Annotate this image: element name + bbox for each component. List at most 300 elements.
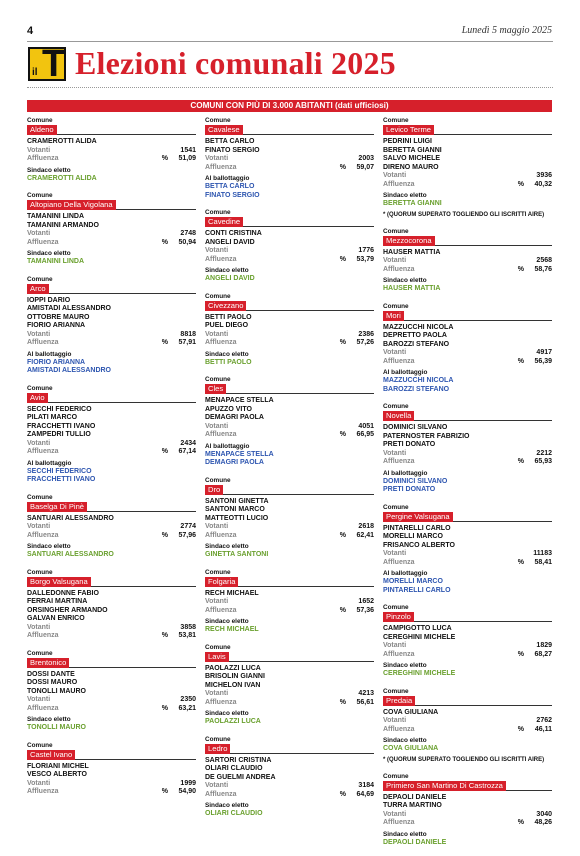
ballottaggio-label: Al ballottaggio <box>383 369 428 376</box>
votanti-label: Votanti <box>205 247 229 254</box>
votanti-row <box>383 172 552 181</box>
sindaco-eletto-label: Sindaco eletto <box>383 662 427 669</box>
ballottaggio-label: Al ballottaggio <box>27 459 72 467</box>
affluenza-label: Affluenza <box>27 238 59 246</box>
comune-label: Comune <box>383 604 409 611</box>
comune-label: Comune <box>27 275 53 283</box>
results-column-1 <box>27 117 196 806</box>
municipality-block <box>383 688 552 764</box>
candidate-name: PUEL DIEGO <box>205 322 249 329</box>
runoff-candidate: DOMINICI SILVANO <box>383 477 448 485</box>
elected-mayor: TONOLLI MAURO <box>27 724 86 731</box>
municipality-block <box>27 385 196 485</box>
candidate-name: SECCHI FEDERICO <box>27 405 92 413</box>
votanti-value: 8818 <box>180 330 196 338</box>
affluenza-label: Affluenza <box>205 339 237 346</box>
candidate-name: BAROZZI STEFANO <box>383 340 450 348</box>
affluenza-value: 57,96 <box>178 531 196 539</box>
affluenza-row <box>383 651 552 660</box>
votanti-row <box>27 230 196 239</box>
votanti-label: Votanti <box>383 349 407 356</box>
affluenza-row <box>383 266 552 275</box>
percent-sign: % <box>517 265 524 273</box>
municipality-header <box>27 393 196 403</box>
affluenza-row <box>205 532 374 541</box>
votanti-row <box>205 523 374 532</box>
affluenza-row <box>383 458 552 467</box>
sindaco-eletto-label: Sindaco eletto <box>205 350 249 358</box>
candidate-name: FRISANCO ALBERTO <box>383 541 455 549</box>
votanti-label: Votanti <box>383 449 407 457</box>
candidate-name: CEREGHINI MICHELE <box>383 633 456 641</box>
votanti-value: 1829 <box>536 642 552 649</box>
votanti-row <box>27 440 196 449</box>
affluenza-row <box>205 164 374 173</box>
votanti-label: Votanti <box>27 696 51 703</box>
sindaco-eletto-label: Sindaco eletto <box>383 737 427 744</box>
affluenza-label: Affluenza <box>205 431 237 438</box>
municipality-header <box>27 200 196 210</box>
municipality-header <box>383 612 552 622</box>
votanti-value: 2762 <box>536 717 552 724</box>
municipality-block <box>27 117 196 183</box>
votanti-row <box>27 147 196 156</box>
municipality-name: Borgo Valsugana <box>27 577 91 587</box>
runoff-candidate: SECCHI FEDERICO <box>27 467 92 475</box>
elected-mayor: BERETTA GIANNI <box>383 200 442 207</box>
affluenza-label: Affluenza <box>383 458 415 465</box>
sindaco-eletto-label: Sindaco eletto <box>27 166 71 174</box>
votanti-value: 3184 <box>358 782 374 789</box>
percent-sign: % <box>517 357 524 365</box>
elected-mayor: TAMANINI LINDA <box>27 258 85 265</box>
municipality-name: Predaia <box>383 696 415 706</box>
municipality-name: Novella <box>383 411 414 421</box>
candidate-name: AMISTADI ALESSANDRO <box>27 305 111 312</box>
affluenza-value: 54,90 <box>178 788 196 795</box>
municipality-header <box>27 125 196 135</box>
comune-label: Comune <box>205 568 231 576</box>
affluenza-value: 50,94 <box>178 238 196 246</box>
votanti-value: 2003 <box>358 155 374 162</box>
municipality-name: Primiero San Martino Di Castrozza <box>383 781 506 791</box>
municipality-block <box>27 742 196 797</box>
municipality-block <box>383 228 552 294</box>
votanti-value: 2774 <box>180 523 196 530</box>
municipality-name: Mezzocorona <box>383 236 435 246</box>
affluenza-value: 48,26 <box>534 819 552 826</box>
page-date: Lunedì 5 maggio 2025 <box>461 25 552 36</box>
percent-sign: % <box>161 339 168 346</box>
affluenza-value: 51,09 <box>178 155 196 162</box>
sindaco-eletto-label: Sindaco eletto <box>205 710 249 717</box>
sindaco-eletto-label: Sindaco eletto <box>383 830 427 838</box>
votanti-row <box>205 690 374 699</box>
comune-label: Comune <box>27 568 53 576</box>
elected-mayor: DEPAOLI DANIELE <box>383 838 447 846</box>
votanti-label: Votanti <box>27 230 51 237</box>
municipality-header <box>383 781 552 791</box>
municipality-block <box>205 569 374 635</box>
municipality-block <box>27 494 196 560</box>
runoff-candidate: PRETI DONATO <box>383 486 436 493</box>
candidate-name: SARTORI CRISTINA <box>205 756 272 764</box>
candidate-name: MAZZUCCHI NICOLA <box>383 323 454 331</box>
comune-label: Comune <box>383 503 409 511</box>
affluenza-row <box>205 431 374 440</box>
municipality-name: Dro <box>205 485 223 495</box>
candidate-name: MATTEOTTI LUCIO <box>205 514 269 522</box>
percent-sign: % <box>161 632 168 639</box>
affluenza-label: Affluenza <box>205 255 237 263</box>
comune-label: Comune <box>383 117 409 124</box>
candidate-name: SANTONI GINETTA <box>205 497 269 505</box>
municipality-block <box>205 376 374 468</box>
runoff-candidate: PINTARELLI CARLO <box>383 586 451 594</box>
candidate-name: TAMANINI LINDA <box>27 213 85 220</box>
affluenza-label: Affluenza <box>27 339 59 346</box>
comune-label: Comune <box>27 741 53 749</box>
affluenza-row <box>383 559 552 568</box>
candidate-name: OTTOBRE MAURO <box>27 313 90 321</box>
comune-label: Comune <box>205 117 231 124</box>
votanti-label: Votanti <box>27 523 51 530</box>
percent-sign: % <box>339 790 346 798</box>
candidate-name: ORSINGHER ARMANDO <box>27 606 108 614</box>
affluenza-label: Affluenza <box>27 788 59 795</box>
affluenza-value: 53,79 <box>356 255 374 263</box>
municipality-header <box>383 311 552 321</box>
candidate-name: TAMANINI ARMANDO <box>27 221 99 229</box>
votanti-row <box>205 155 374 164</box>
runoff-candidate: BETTA CARLO <box>205 183 255 190</box>
affluenza-label: Affluenza <box>27 155 59 162</box>
votanti-value: 2434 <box>180 439 196 447</box>
affluenza-value: 40,32 <box>534 180 552 188</box>
affluenza-row <box>27 705 196 714</box>
affluenza-row <box>27 339 196 348</box>
elected-mayor: COVA GIULIANA <box>383 745 439 752</box>
municipality-name: Lavis <box>205 652 229 662</box>
municipality-name: Civezzano <box>205 301 246 311</box>
affluenza-value: 56,61 <box>356 698 374 706</box>
percent-sign: % <box>517 458 524 465</box>
runoff-candidate: MAZZUCCHI NICOLA <box>383 377 454 384</box>
affluenza-label: Affluenza <box>383 180 415 188</box>
affluenza-label: Affluenza <box>383 725 415 733</box>
affluenza-value: 65,93 <box>534 458 552 465</box>
municipality-name: Cavalese <box>205 125 243 135</box>
affluenza-value: 59,07 <box>356 163 374 171</box>
candidate-name: FLORIANI MICHEL <box>27 762 89 770</box>
votanti-row <box>383 349 552 358</box>
candidate-name: CRAMEROTTI ALIDA <box>27 138 97 145</box>
runoff-candidate: FINATO SERGIO <box>205 191 260 199</box>
votanti-value: 1541 <box>180 146 196 154</box>
votanti-value: 11183 <box>533 550 552 557</box>
affluenza-row <box>383 726 552 735</box>
affluenza-label: Affluenza <box>383 650 415 658</box>
affluenza-row <box>205 256 374 265</box>
candidate-name: DOSSI DANTE <box>27 670 75 678</box>
candidate-name: PEDRINI LUIGI <box>383 138 433 145</box>
candidate-name: ZAMPEDRI TULLIO <box>27 431 91 438</box>
quorum-note: * (QUORUM SUPERATO TOGLIENDO GLI ISCRITTI AIRE) <box>383 211 545 218</box>
percent-sign: % <box>161 448 168 455</box>
percent-sign: % <box>161 704 168 712</box>
ballottaggio-label: Al ballottaggio <box>205 442 250 450</box>
results-column-2 <box>205 117 374 828</box>
affluenza-label: Affluenza <box>383 265 415 273</box>
comune-label: Comune <box>383 302 409 310</box>
elected-mayor: PAOLAZZI LUCA <box>205 718 261 725</box>
votanti-value: 2212 <box>536 449 552 457</box>
affluenza-row <box>27 448 196 457</box>
votanti-value: 2568 <box>536 257 552 264</box>
municipality-block <box>27 192 196 267</box>
municipality-block <box>383 303 552 395</box>
candidate-name: BETTA CARLO <box>205 138 255 145</box>
percent-sign: % <box>161 788 168 795</box>
sindaco-eletto-label: Sindaco eletto <box>383 192 427 199</box>
votanti-label: Votanti <box>27 146 51 154</box>
affluenza-row <box>383 819 552 828</box>
header-rule <box>205 661 374 662</box>
affluenza-label: Affluenza <box>205 531 237 539</box>
votanti-label: Votanti <box>205 598 229 605</box>
votanti-row <box>383 550 552 559</box>
municipality-header <box>205 652 374 662</box>
votanti-label: Votanti <box>205 782 229 789</box>
candidate-name: SALVO MICHELE <box>383 155 441 162</box>
votanti-label: Votanti <box>27 439 51 447</box>
votanti-value: 4917 <box>536 349 552 356</box>
votanti-row <box>27 523 196 532</box>
affluenza-value: 64,69 <box>356 790 374 798</box>
comune-label: Comune <box>205 476 231 484</box>
votanti-row <box>27 624 196 633</box>
votanti-row <box>205 247 374 256</box>
affluenza-value: 57,91 <box>178 339 196 346</box>
candidate-name: CONTI CRISTINA <box>205 230 262 237</box>
header-rule <box>383 320 552 321</box>
ballottaggio-label: Al ballottaggio <box>205 175 250 182</box>
municipality-block <box>27 569 196 641</box>
municipality-name: Brentonico <box>27 658 69 668</box>
percent-sign: % <box>161 155 168 162</box>
votanti-value: 2748 <box>180 230 196 237</box>
candidate-name: GALVAN ENRICO <box>27 615 85 622</box>
votanti-row <box>205 598 374 607</box>
votanti-label: Votanti <box>383 717 407 724</box>
votanti-label: Votanti <box>205 422 229 430</box>
municipality-name: Ledro <box>205 744 230 754</box>
logo-t-text: T <box>42 43 66 85</box>
votanti-label: Votanti <box>27 779 51 787</box>
affluenza-value: 66,95 <box>356 431 374 438</box>
municipality-header <box>205 301 374 311</box>
header-rule <box>27 293 196 294</box>
elected-mayor: GINETTA SANTONI <box>205 551 269 558</box>
candidate-name: FERRAI MARTINA <box>27 598 88 605</box>
municipality-block <box>383 117 552 219</box>
affluenza-value: 58,41 <box>534 558 552 566</box>
votanti-row <box>27 780 196 789</box>
percent-sign: % <box>161 238 168 246</box>
votanti-label: Votanti <box>383 257 407 264</box>
municipality-name: Levico Terme <box>383 125 434 135</box>
affluenza-row <box>205 339 374 348</box>
municipality-name: Cles <box>205 384 226 394</box>
candidate-name: FRACCHETTI IVANO <box>27 422 96 430</box>
elected-mayor: ANGELI DAVID <box>205 275 255 282</box>
affluenza-label: Affluenza <box>27 704 59 712</box>
candidate-name: ANGELI DAVID <box>205 238 255 246</box>
affluenza-label: Affluenza <box>205 698 237 706</box>
elected-mayor: BETTI PAOLO <box>205 358 252 366</box>
affluenza-value: 46,11 <box>534 725 552 733</box>
municipality-header <box>205 384 374 394</box>
candidate-name: TURRA MARTINO <box>383 802 442 809</box>
votanti-row <box>383 450 552 459</box>
affluenza-label: Affluenza <box>27 448 59 455</box>
candidate-name: DIRENO MAURO <box>383 163 439 171</box>
municipality-header <box>27 658 196 668</box>
municipality-name: Pergine Valsugana <box>383 512 453 522</box>
affluenza-row <box>27 632 196 641</box>
votanti-value: 1999 <box>180 779 196 787</box>
municipality-block <box>383 604 552 679</box>
section-banner: COMUNI CON PIÙ DI 3.000 ABITANTI (dati ufficiosi) <box>27 100 552 112</box>
page-number: 4 <box>27 25 34 37</box>
affluenza-row <box>27 532 196 541</box>
candidate-name: MORELLI MARCO <box>383 533 443 540</box>
elected-mayor: RECH MICHAEL <box>205 626 259 633</box>
affluenza-row <box>205 607 374 616</box>
runoff-candidate: FRACCHETTI IVANO <box>27 476 96 483</box>
runoff-candidate: MENAPACE STELLA <box>205 450 274 458</box>
candidate-name: DALLEDONNE FABIO <box>27 589 99 597</box>
elected-mayor: CEREGHINI MICHELE <box>383 670 456 677</box>
sindaco-eletto-label: Sindaco eletto <box>383 277 427 284</box>
elected-mayor: HAUSER MATTIA <box>383 285 441 292</box>
affluenza-label: Affluenza <box>383 357 415 365</box>
affluenza-row <box>27 239 196 248</box>
municipality-block <box>205 644 374 727</box>
newspaper-logo <box>28 43 66 85</box>
municipality-header <box>27 502 196 512</box>
votanti-label: Votanti <box>205 330 229 338</box>
affluenza-label: Affluenza <box>27 632 59 639</box>
comune-label: Comune <box>205 376 231 383</box>
candidate-name: PINTARELLI CARLO <box>383 524 451 532</box>
votanti-label: Votanti <box>383 810 407 818</box>
votanti-value: 1652 <box>358 598 374 605</box>
candidate-name: PILATI MARCO <box>27 414 78 421</box>
comune-label: Comune <box>27 384 53 392</box>
runoff-candidate: DEMAGRI PAOLA <box>205 459 264 466</box>
elected-mayor: OLIARI CLAUDIO <box>205 810 263 817</box>
municipality-name: Castel Ivano <box>27 750 75 760</box>
municipality-block <box>205 209 374 284</box>
ballottaggio-label: Al ballottaggio <box>383 469 428 477</box>
candidate-name: OLIARI CLAUDIO <box>205 765 263 772</box>
candidate-name: SANTONI MARCO <box>205 506 265 513</box>
municipality-block <box>27 650 196 733</box>
comune-label: Comune <box>383 403 409 410</box>
votanti-label: Votanti <box>27 330 51 338</box>
sindaco-eletto-label: Sindaco eletto <box>205 267 249 274</box>
candidate-name: FIORIO ARIANNA <box>27 322 86 329</box>
votanti-row <box>205 782 374 791</box>
municipality-name: Cavedine <box>205 217 243 227</box>
municipality-block <box>205 117 374 200</box>
municipality-block <box>383 504 552 596</box>
affluenza-row <box>383 181 552 190</box>
votanti-value: 3858 <box>180 623 196 631</box>
sindaco-eletto-label: Sindaco eletto <box>27 250 71 257</box>
municipality-block <box>27 276 196 376</box>
candidate-name: SANTUARI ALESSANDRO <box>27 514 114 522</box>
votanti-row <box>383 717 552 726</box>
sindaco-eletto-label: Sindaco eletto <box>27 543 71 550</box>
votanti-value: 4213 <box>358 690 374 697</box>
municipality-block <box>205 477 374 560</box>
votanti-label: Votanti <box>27 623 51 631</box>
comune-label: Comune <box>383 772 409 780</box>
comune-label: Comune <box>383 687 409 695</box>
candidate-name: DOMINICI SILVANO <box>383 424 448 431</box>
sindaco-eletto-label: Sindaco eletto <box>205 543 249 550</box>
affluenza-row <box>383 358 552 367</box>
comune-label: Comune <box>205 209 231 216</box>
runoff-candidate: FIORIO ARIANNA <box>27 358 86 366</box>
quorum-note: * (QUORUM SUPERATO TOGLIENDO GLI ISCRITTI AIRE) <box>383 756 545 763</box>
candidate-name: DE GUELMI ANDREA <box>205 773 276 781</box>
municipality-name: Pinzolo <box>383 612 414 622</box>
affluenza-value: 68,27 <box>534 650 552 658</box>
municipality-name: Arco <box>27 284 49 294</box>
comune-label: Comune <box>27 117 53 124</box>
percent-sign: % <box>517 180 524 188</box>
municipality-name: Baselga Di Pinè <box>27 502 87 512</box>
votanti-value: 1776 <box>358 247 374 254</box>
municipality-block <box>383 403 552 495</box>
municipality-header <box>383 411 552 421</box>
comune-label: Comune <box>27 493 53 501</box>
municipality-header <box>383 236 552 246</box>
votanti-label: Votanti <box>383 642 407 649</box>
votanti-row <box>383 257 552 266</box>
votanti-label: Votanti <box>383 172 407 179</box>
affluenza-row <box>205 699 374 708</box>
votanti-label: Votanti <box>205 155 229 162</box>
percent-sign: % <box>339 163 346 171</box>
candidate-name: COVA GIULIANA <box>383 708 439 716</box>
header-rule <box>27 402 196 403</box>
runoff-candidate: MORELLI MARCO <box>383 578 443 585</box>
votanti-label: Votanti <box>205 690 229 697</box>
municipality-header <box>383 125 552 135</box>
comune-label: Comune <box>383 227 409 235</box>
municipality-header <box>383 696 552 706</box>
affluenza-value: 62,41 <box>356 531 374 539</box>
dotted-divider <box>27 87 553 88</box>
affluenza-label: Affluenza <box>205 163 237 171</box>
affluenza-label: Affluenza <box>27 531 59 539</box>
candidate-name: MICHELON IVAN <box>205 681 261 689</box>
municipality-header <box>205 125 374 135</box>
